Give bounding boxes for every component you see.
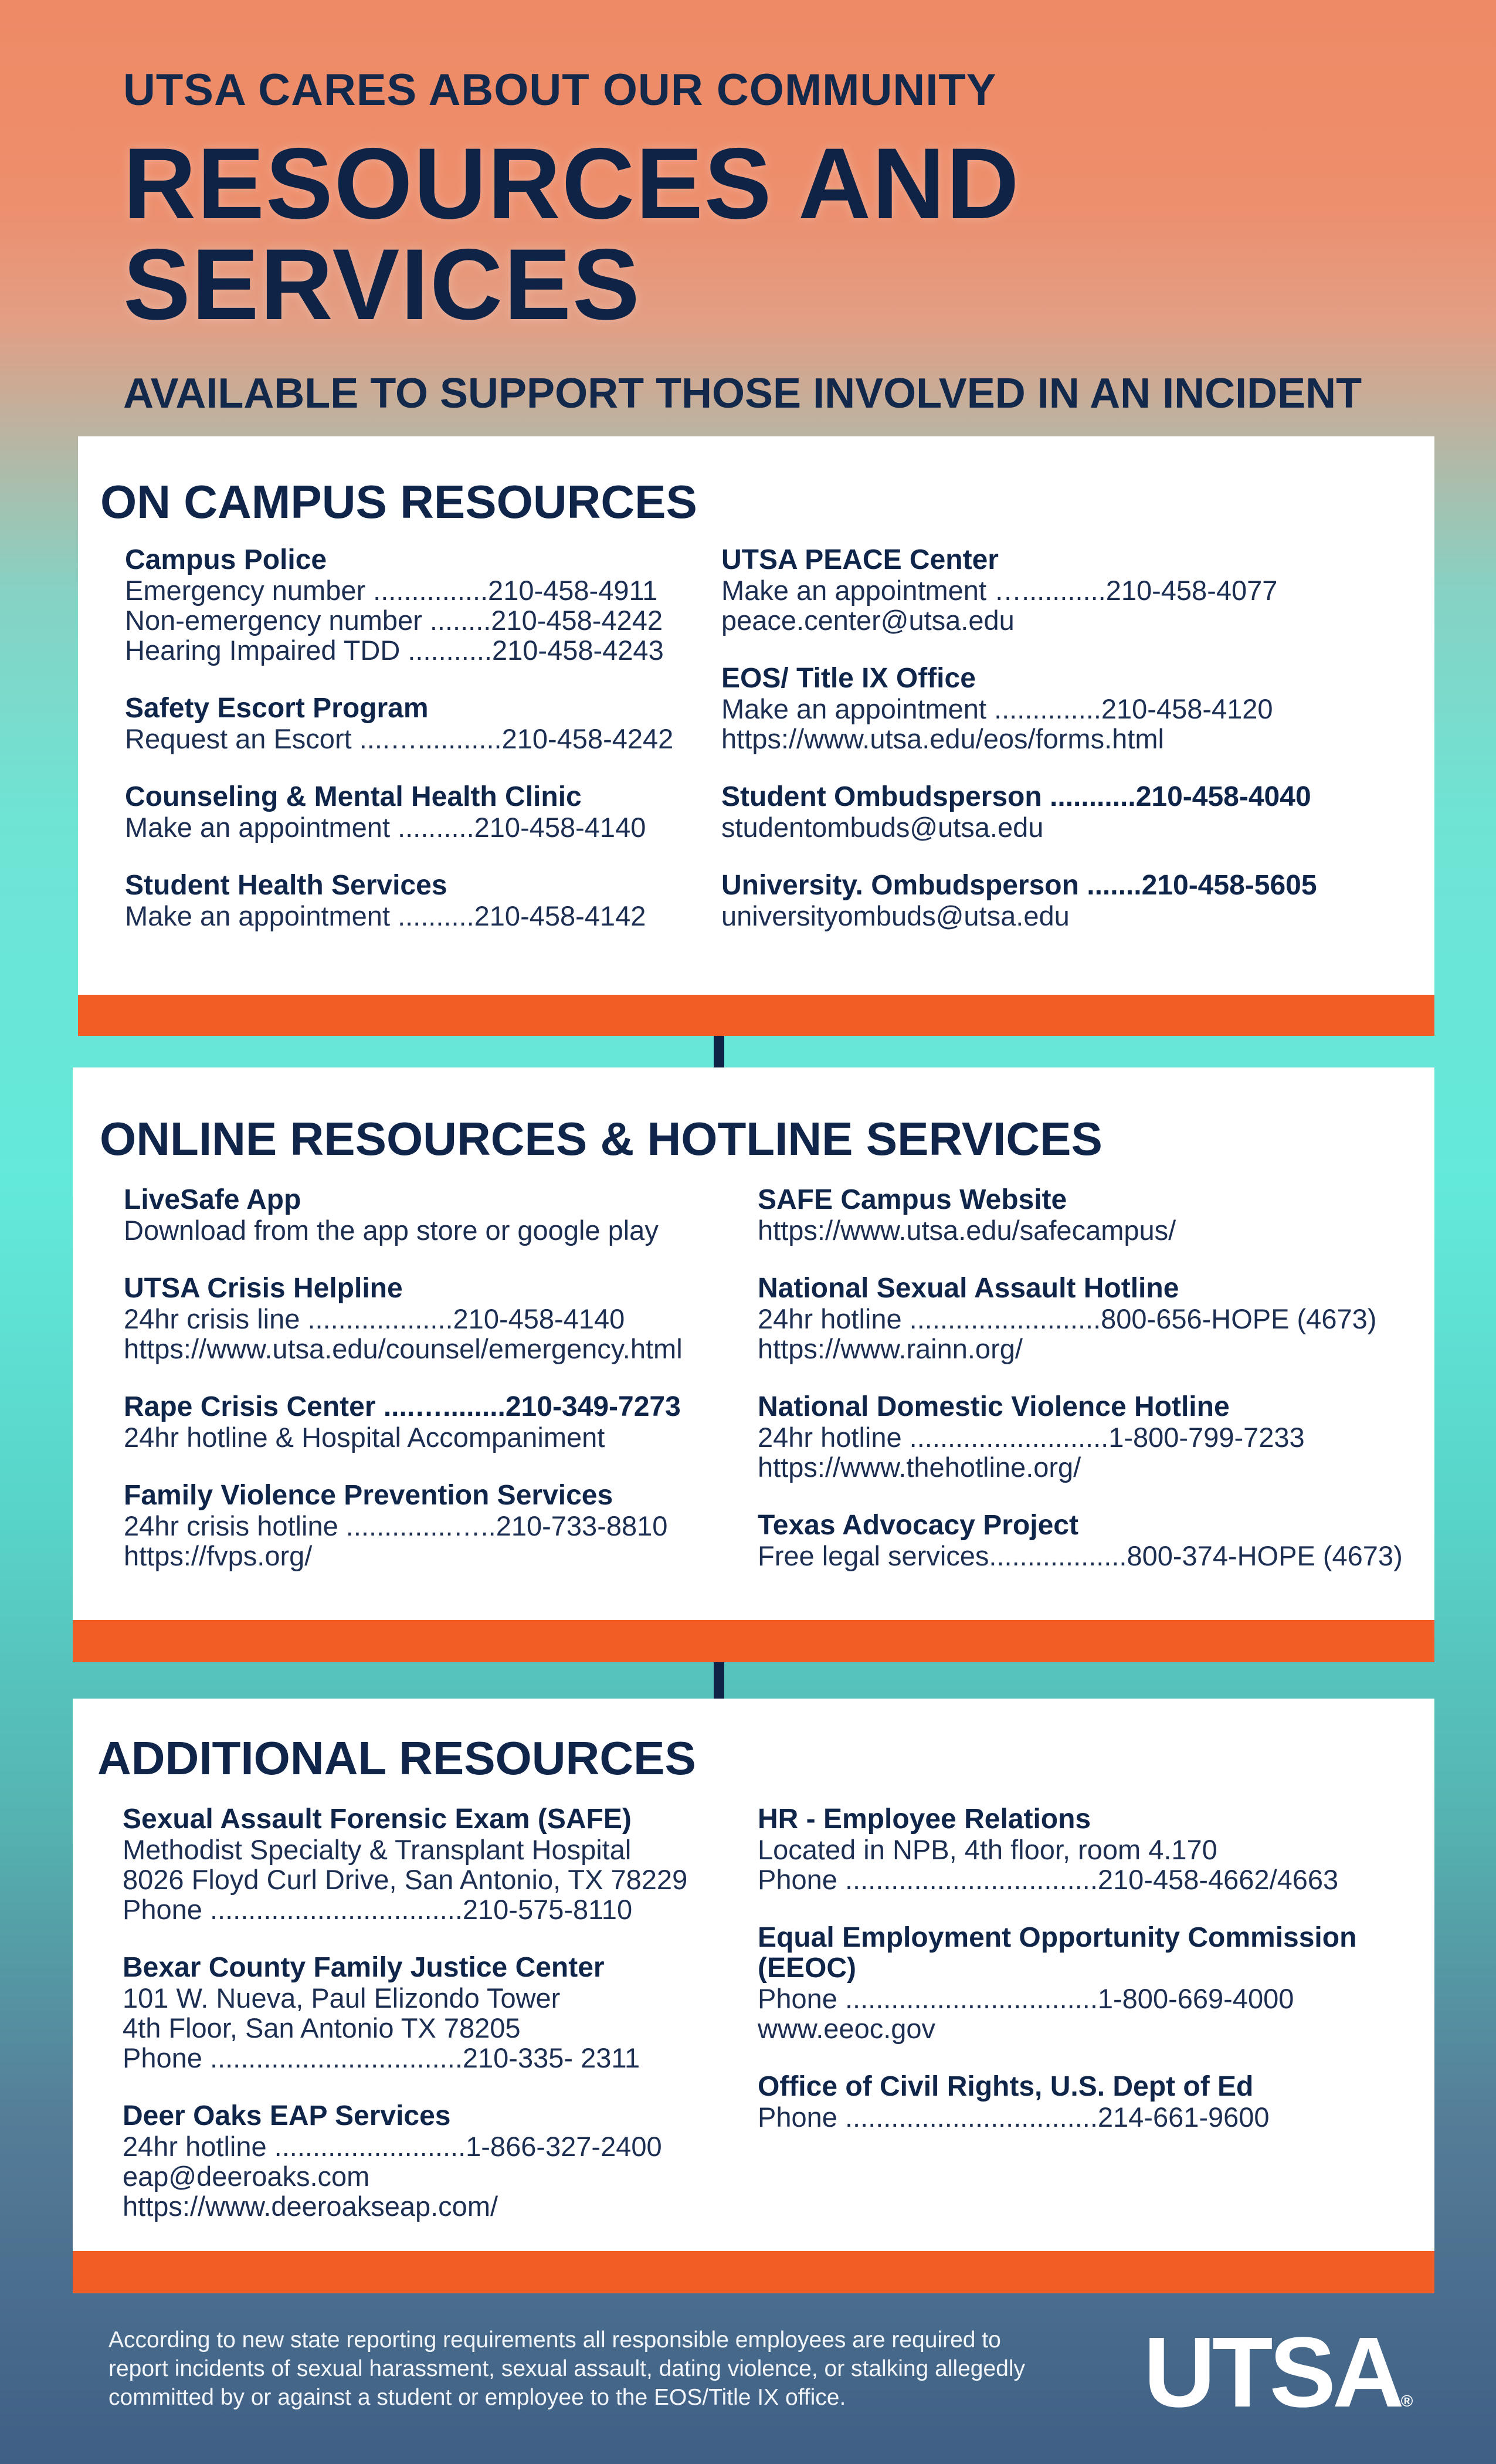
resource-name: Campus Police: [125, 544, 327, 575]
note-line: report incidents of sexual harassment, sexual assault, dating violence, or stalking allegedly: [108, 2356, 1026, 2381]
resource-detail: 24hr crisis hotline ..............…..210-733-8810: [124, 1510, 668, 1541]
resource-detail[interactable]: eap@deeroaks.com: [123, 2161, 370, 2192]
accent-bar: [73, 2251, 1434, 2293]
resource-detail: 24hr hotline .........................1-866-327-2400: [123, 2131, 662, 2162]
resource-detail: 24hr hotline .........................800-656-HOPE (4673): [758, 1303, 1377, 1334]
resource-name: UTSA PEACE Center: [721, 544, 999, 575]
resource-entry: [125, 782, 673, 842]
resource-entry: [758, 1273, 1403, 1364]
resource-detail[interactable]: https://fvps.org/: [124, 1540, 313, 1571]
resource-detail[interactable]: https://www.utsa.edu/counsel/emergency.html: [124, 1333, 683, 1364]
section-heading: ADDITIONAL RESOURCES: [97, 1732, 696, 1784]
resource-entry: [124, 1273, 683, 1364]
resource-name: National Domestic Violence Hotline: [758, 1391, 1230, 1422]
section-connector: [714, 1662, 724, 1699]
resource-entry: [758, 1923, 1434, 2043]
resource-name: Texas Advocacy Project: [758, 1510, 1078, 1541]
resource-detail: Located in NPB, 4th floor, room 4.170: [758, 1834, 1217, 1865]
resource-detail[interactable]: https://www.thehotline.org/: [758, 1452, 1081, 1483]
resource-detail: 4th Floor, San Antonio TX 78205: [123, 2012, 521, 2043]
resource-name: HR - Employee Relations: [758, 1804, 1091, 1835]
resource-detail[interactable]: https://www.utsa.edu/safecampus/: [758, 1215, 1176, 1246]
resource-name: Rape Crisis Center ....…........210-349-7273: [124, 1391, 681, 1422]
resource-entry: [758, 1804, 1434, 1894]
additional-right-column: [758, 1804, 1434, 2160]
resource-detail: Make an appointment …...........210-458-4077: [721, 575, 1278, 606]
resource-entry: [125, 545, 673, 665]
resource-name: University. Ombudsperson .......210-458-5605: [721, 870, 1317, 901]
resource-detail[interactable]: universityombuds@utsa.edu: [721, 900, 1070, 931]
resource-name: LiveSafe App: [124, 1184, 301, 1215]
resource-detail: 8026 Floyd Curl Drive, San Antonio, TX 78229: [123, 1864, 688, 1895]
section-heading: ON CAMPUS RESOURCES: [100, 476, 697, 528]
on-campus-left-column: [125, 545, 673, 959]
on-campus-right-column: [721, 545, 1317, 959]
resource-detail: Phone .................................214-661-9600: [758, 2102, 1270, 2133]
accent-bar: [78, 995, 1434, 1036]
accent-bar: [73, 1620, 1434, 1662]
resource-name: Student Health Services: [125, 870, 447, 901]
resource-entry: [123, 1804, 687, 1924]
resource-entry: [758, 1392, 1403, 1482]
page-header: [123, 65, 1443, 482]
resource-entry: [124, 1185, 683, 1245]
resource-detail: 24hr hotline & Hospital Accompaniment: [124, 1422, 605, 1453]
resource-entry: [123, 1953, 687, 2073]
resource-entry: [125, 870, 673, 931]
resource-detail: Emergency number ...............210-458-4911: [125, 575, 658, 606]
resource-detail: 24hr crisis line ...................210-458-4140: [124, 1303, 625, 1334]
resource-detail[interactable]: https://www.utsa.edu/eos/forms.html: [721, 723, 1164, 754]
resource-entry: [758, 1185, 1403, 1245]
resource-detail: Phone .................................210-335- 2311: [123, 2042, 640, 2073]
resource-detail: 101 W. Nueva, Paul Elizondo Tower: [123, 1982, 561, 2014]
logo-text: UTSA: [1144, 2317, 1401, 2428]
resource-detail: Make an appointment ..............210-458-4120: [721, 693, 1273, 724]
resource-detail[interactable]: https://www.deeroakseap.com/: [123, 2191, 498, 2222]
resource-entry: [758, 1510, 1403, 1571]
section-heading: ONLINE RESOURCES & HOTLINE SERVICES: [100, 1113, 1103, 1165]
resource-name: Safety Escort Program: [125, 693, 429, 724]
resource-entry: [124, 1480, 683, 1571]
additional-panel: [73, 1699, 1434, 2293]
resource-detail: 24hr hotline ..........................1-800-799-7233: [758, 1422, 1305, 1453]
resource-detail: Make an appointment ..........210-458-4140: [125, 812, 646, 843]
resource-name: Family Violence Prevention Services: [124, 1480, 613, 1511]
resource-entry: [125, 693, 673, 754]
resource-name: Bexar County Family Justice Center: [123, 1952, 605, 1983]
resource-name: Sexual Assault Forensic Exam (SAFE): [123, 1804, 632, 1835]
resource-detail: Non-emergency number ........210-458-4242: [125, 605, 663, 636]
resource-detail: Free legal services..................800-374-HOPE (4673): [758, 1540, 1403, 1571]
resource-entry: [721, 663, 1317, 754]
resource-detail: Hearing Impaired TDD ...........210-458-4243: [125, 635, 664, 666]
resource-detail: Phone .................................210-458-4662/4663: [758, 1864, 1339, 1895]
subtitle-line: AVAILABLE TO SUPPORT THOSE INVOLVED IN AN INCIDENT: [123, 370, 1362, 417]
resource-entry: [721, 870, 1317, 931]
resource-name: Equal Employment Opportunity Commission (EEOC): [758, 1922, 1357, 1984]
section-connector: [714, 1036, 724, 1067]
resource-entry: [123, 2101, 687, 2221]
resource-detail[interactable]: www.eeoc.gov: [758, 2013, 936, 2044]
utsa-logo: [1144, 2317, 1413, 2428]
online-right-column: [758, 1185, 1403, 1599]
resource-detail[interactable]: https://www.rainn.org/: [758, 1333, 1023, 1364]
additional-left-column: [123, 1804, 687, 2249]
resource-name: UTSA Crisis Helpline: [124, 1273, 403, 1304]
resource-detail: Make an appointment ..........210-458-4142: [125, 900, 646, 931]
resource-name: SAFE Campus Website: [758, 1184, 1067, 1215]
note-line: According to new state reporting requirements all responsible employees are required to: [108, 2327, 1001, 2353]
resource-name: Student Ombudsperson ...........210-458-4040: [721, 781, 1311, 812]
resource-entry: [124, 1392, 683, 1452]
resource-entry: [758, 2072, 1434, 2132]
online-panel: [73, 1067, 1434, 1662]
resource-entry: [721, 545, 1317, 635]
resource-name: Counseling & Mental Health Clinic: [125, 781, 582, 812]
resource-detail: Request an Escort ....…...........210-458-4242: [125, 723, 674, 754]
on-campus-panel: [78, 436, 1434, 1036]
resource-detail[interactable]: studentombuds@utsa.edu: [721, 812, 1044, 843]
resource-detail[interactable]: peace.center@utsa.edu: [721, 605, 1015, 636]
online-left-column: [124, 1185, 683, 1599]
reporting-note: [108, 2326, 1117, 2412]
resource-name: EOS/ Title IX Office: [721, 663, 976, 694]
resource-detail: Methodist Specialty & Transplant Hospital: [123, 1834, 632, 1865]
resource-name: Office of Civil Rights, U.S. Dept of Ed: [758, 2071, 1254, 2102]
kicker: UTSA CARES ABOUT OUR COMMUNITY: [123, 65, 997, 115]
resource-detail: Download from the app store or google play: [124, 1215, 659, 1246]
page-title: RESOURCES AND SERVICES: [123, 127, 1020, 341]
resource-detail: Phone .................................1-800-669-4000: [758, 1983, 1294, 2014]
resource-name: Deer Oaks EAP Services: [123, 2100, 451, 2131]
resource-entry: [721, 782, 1317, 842]
note-line: committed by or against a student or employee to the EOS/Title IX office.: [108, 2385, 846, 2410]
registered-mark: ®: [1400, 2392, 1413, 2410]
resource-detail: Phone .................................210-575-8110: [123, 1894, 633, 1925]
resource-name: National Sexual Assault Hotline: [758, 1273, 1179, 1304]
